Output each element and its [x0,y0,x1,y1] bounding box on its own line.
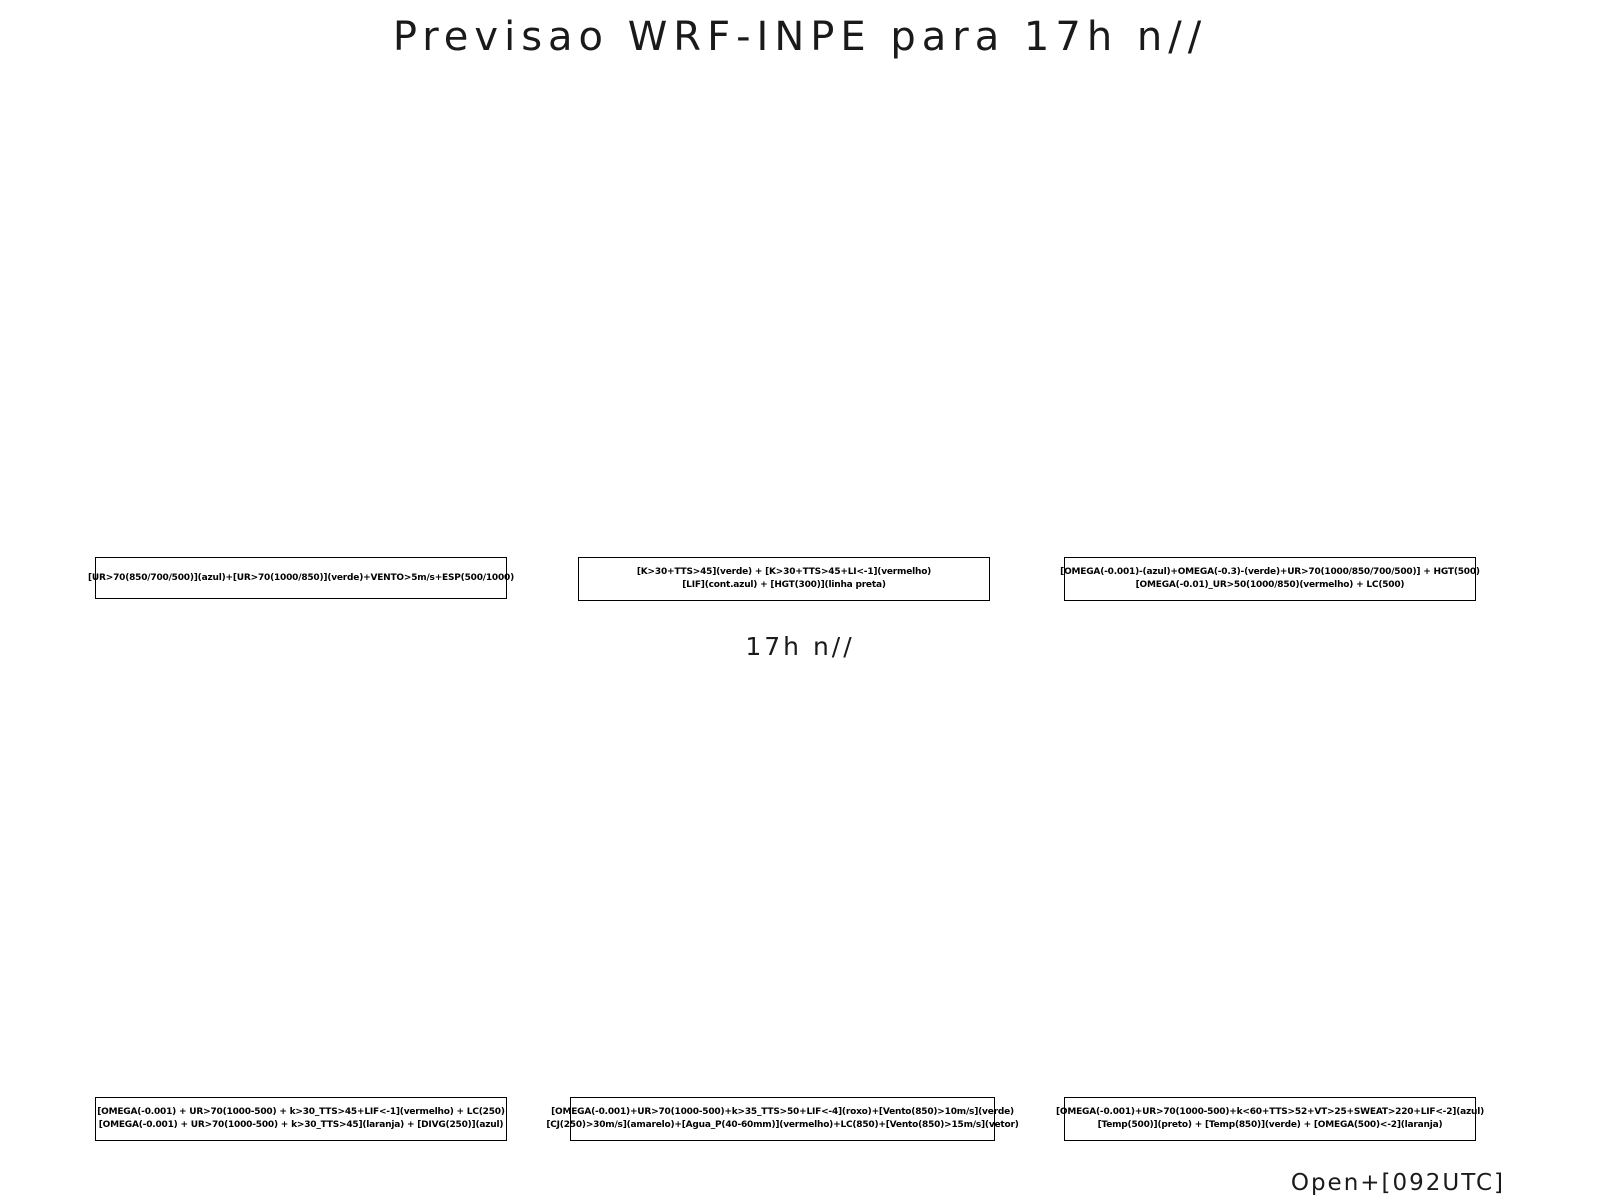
legend-line: [LIF](cont.azul) + [HGT(300)](linha preta) [682,580,886,590]
legend-box-top-left [87,557,515,599]
legend-box-top-middle [578,557,990,601]
legend-line: [OMEGA(-0.001)+UR>70(1000-500)+k>35_TTS>50+LIF<-4](roxo)+[Vento(850)>10m/s](verde) [551,1107,1014,1117]
legend-line: [K>30+TTS>45](verde) + [K>30+TTS>45+LI<-1](vermelho) [636,567,932,577]
legend-box-bottom-left [95,1097,507,1141]
legend-line: [Temp(500)](preto) + [Temp(850)](verde) + [OMEGA(500)<-2](laranja) [1097,1120,1443,1130]
legend-box-bottom-middle [546,1097,1019,1141]
legend-line: [OMEGA(-0.001)+UR>70(1000-500)+k<60+TTS>52+VT>25+SWEAT>220+LIF<-2](azul) [1055,1107,1485,1117]
legend-box-top-right [1060,557,1480,601]
middle-subtitle: 17h n// [745,632,855,661]
legend-line: [OMEGA(-0.001)-(azul)+OMEGA(-0.3)-(verde)+UR>70(1000/850/700/500)] + HGT(500) [1060,567,1480,577]
legend-box-bottom-right [1055,1097,1485,1141]
page-title: Previsao WRF-INPE para 17h n// [392,14,1208,60]
legend-line: [OMEGA(-0.01)_UR>50(1000/850)(vermelho) + LC(500) [1135,580,1405,590]
legend-line: [CJ(250)>30m/s](amarelo)+[Agua_P(40-60mm)](vermelho)+LC(850)+[Vento(850)>15m/s](vetor) [546,1120,1019,1130]
legend-line: [UR>70(850/700/500)](azul)+[UR>70(1000/850)](verde)+VENTO>5m/s+ESP(500/1000) [87,572,515,583]
legend-line: [OMEGA(-0.001) + UR>70(1000-500) + k>30_TTS>45](laranja) + [DIVG(250)](azul) [98,1120,504,1130]
legend-line: [OMEGA(-0.001) + UR>70(1000-500) + k>30_TTS>45+LIF<-1](vermelho) + LC(250) [97,1107,505,1117]
footer-label: Open+[092UTC] [1290,1170,1505,1196]
